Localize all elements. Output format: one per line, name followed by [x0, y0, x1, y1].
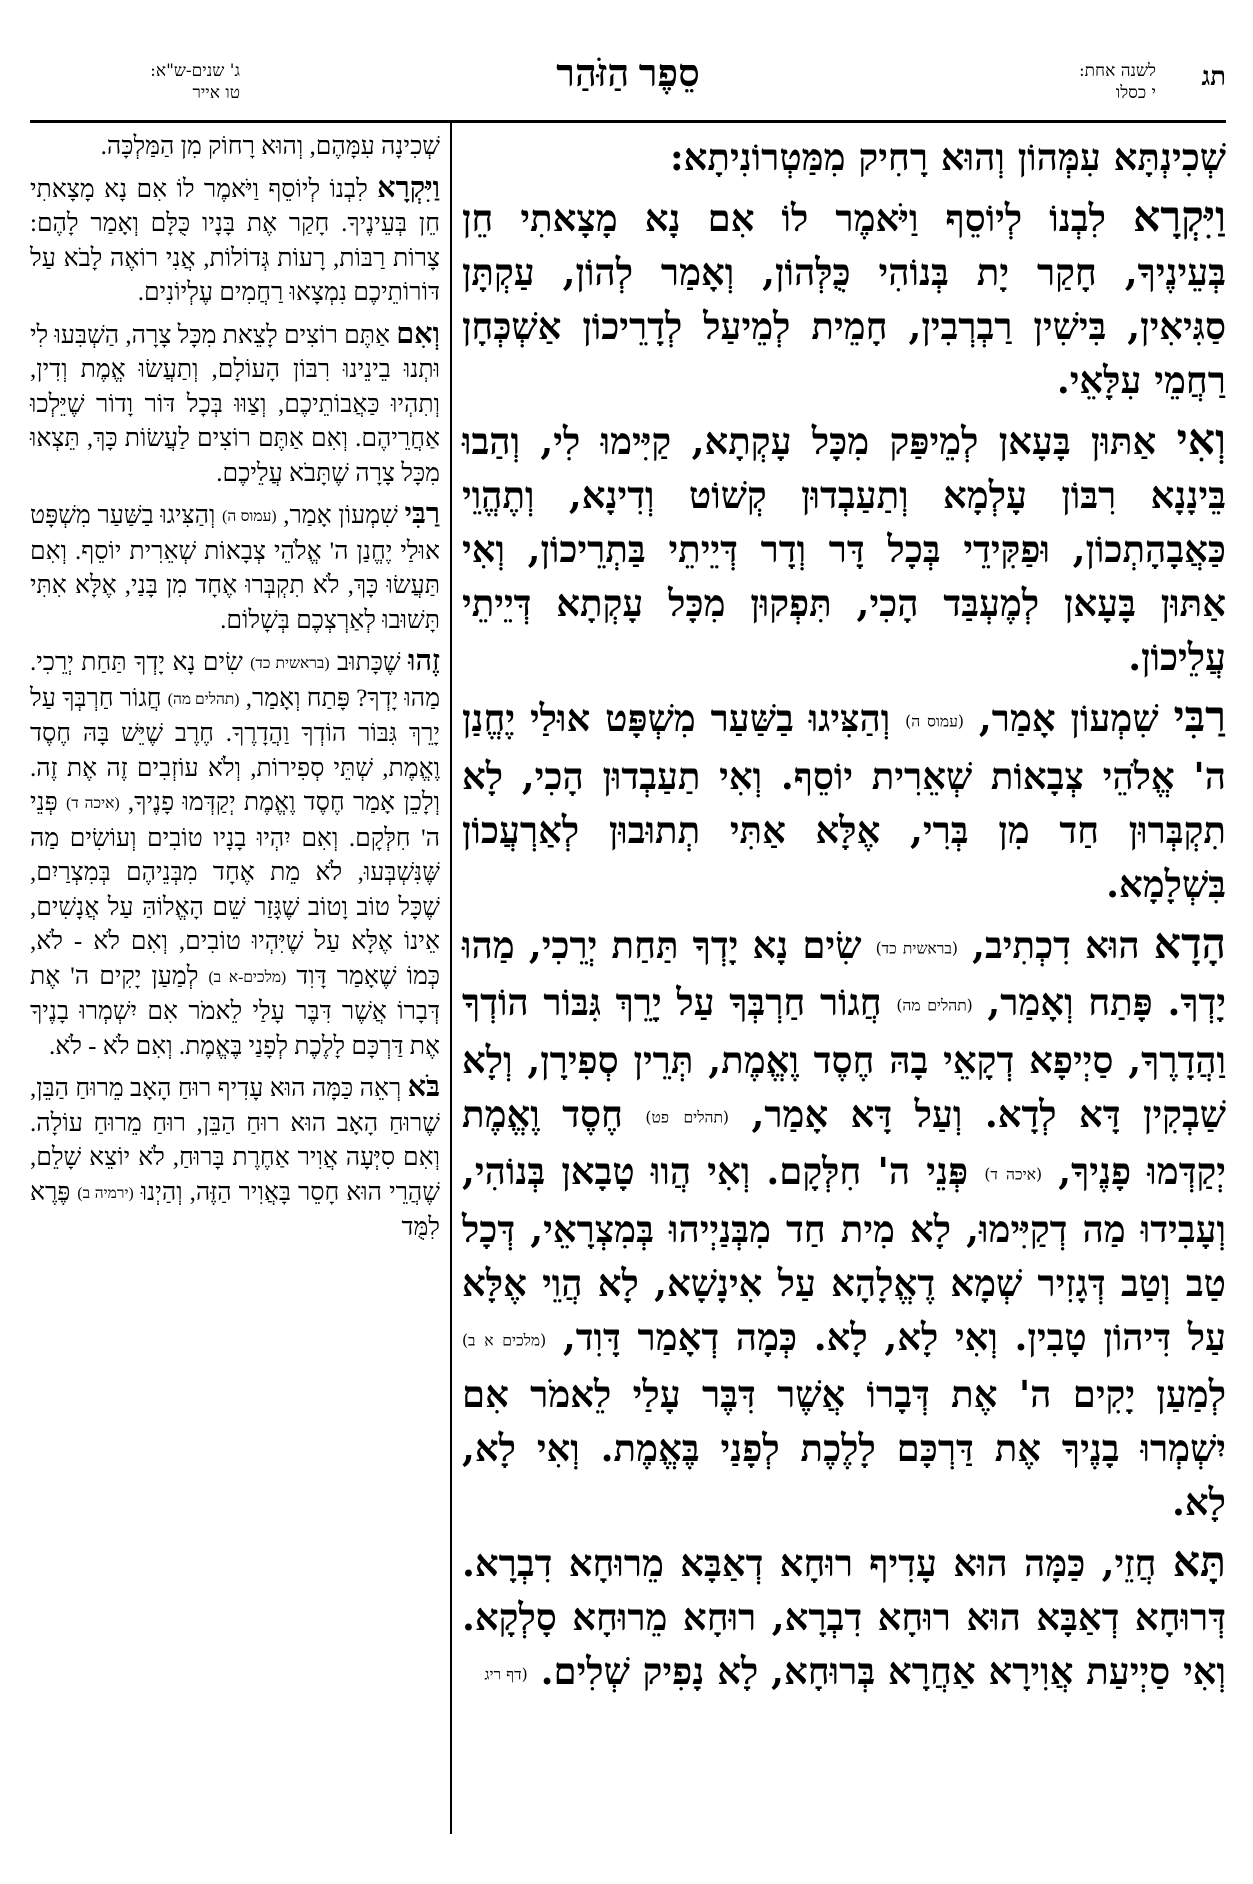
main-text: וְהַצִּיגוּ בַשַּׁעַר מִשְׁפָּט אוּלַי יֶחֱנַן ה' אֱלֹהֵי צְבָאוֹת שְׁאֵרִית יוֹסֵף. וְאִי תַעַבְדוּן הָכִי, לָא תִקְבְּרוּן חַד מִן בְּרִי, אֶלָּא אַתִּי תְתוּבוּן לְאַרְעֲכוֹן בִּשְׁלָמָא. [462, 696, 1226, 906]
side-text: לְמַעַן יָקִים ה' אֶת דְּבָרוֹ אֲשֶׁר דִּבֶּר עָלַי לֵאמֹר אִם יִשְׁמְרוּ בָנֶיךָ אֶת דַּרְכָּם לָלֶכֶת לְפָנַי בֶּאֱמֶת. וְאִם לֹא - לֹא. [30, 962, 440, 1060]
paragraph-opener: הָדָא [1153, 918, 1227, 969]
main-text: שְׁכִינְתָּא עִמְּהוֹן וְהוּא רָחִיק מִמַּטְרוֹנִיתָא: [669, 135, 1226, 179]
hebrew-translation-column [30, 130, 440, 1252]
paragraph-opener: וְאִי [1176, 415, 1227, 465]
schedule-three-years-label: ג' שנים-ש"א: [150, 61, 240, 81]
paragraph-opener: וַיִּקְרָא [377, 171, 440, 204]
verse-reference: (בראשית כד) [250, 655, 330, 673]
page-number: תג [1201, 62, 1226, 92]
column-divider [450, 122, 452, 1834]
book-title: סֵפֶר הַזֹּהַר [556, 53, 700, 95]
paragraph-opener: וְאִם [396, 317, 440, 350]
verse-reference: (תהלים מה) [167, 690, 240, 708]
paragraph-opener: רַבִּי [1173, 692, 1226, 742]
aramaic-column [462, 130, 1226, 1708]
verse-reference: (תהלים פט) [645, 1108, 729, 1126]
side-paragraph [30, 644, 440, 1064]
header-rule [30, 120, 1226, 123]
side-text: שְׁכִינָה עִמָּהֶם, וְהוּא רָחוֹק מִן הַמַּלְכָּה. [100, 133, 440, 160]
verse-reference: (ירמיה ב) [77, 1184, 134, 1202]
verse-reference: (תהלים מה) [896, 996, 973, 1015]
side-text: לִבְנוֹ לְיוֹסֵף וַיֹּאמֶר לוֹ אִם נָא מָצָאתִי חֵן בְּעֵינֶיךָ. חָקַר אֶת בָּנָיו כֻּלָּם וְאָמַר לָהֶם: צָרוֹת רַבּוֹת, רָעוֹת גְּדוֹלוֹת, אֲנִי רוֹאֶה לָבֹא עַל דּוֹרוֹתֵיכֶם נִמְצָאוּ רַחֲמִים עֶלְיוֹנִים. [30, 175, 440, 306]
side-text: שֶׁכָּתוּב [337, 649, 401, 677]
schedule-one-year-date: י כסלו [1115, 83, 1156, 103]
verse-reference: (מלכים-א ב) [208, 968, 287, 986]
main-paragraph [462, 413, 1226, 684]
main-paragraph [462, 917, 1226, 1530]
side-text: וְהַצִּיגוּ בַשַּׁעַר מִשְׁפָּט אוּלַי יֶחֱנַן ה' אֱלֹהֵי צְבָאוֹת שְׁאֵרִית יוֹסֵף. וְאִם תַּעֲשׂוּ כָּךְ, לֹא תִקְבְּרוּ אֶחָד מִן בָּנַי, אֶלָּא אִתִּי תָּשׁוּבוּ לְאַרְצְכֶם בְּשָׁלוֹם. [30, 502, 440, 634]
side-text: שִׁמְעוֹן אָמַר, [283, 502, 398, 529]
main-paragraph [462, 130, 1226, 184]
main-text: שִׁמְעוֹן אָמַר, [978, 696, 1159, 740]
side-text: חֲגוֹר חַרְבְּךָ עַל יָרֵךְ גִּבּוֹר הוֹדְךָ וַהֲדָרֶךָ. חֶרֶב שֶׁיֵּשׁ בָּהּ חֶסֶד וֶאֱמֶת, שְׁתֵּי סְפִירוֹת, וְלֹא עוֹזְבִים זֶה אֶת זֶה. וְלָכֵן אָמַר חֶסֶד וֶאֱמֶת יְקַדְּמוּ פָנֶיךָ, [30, 684, 441, 817]
side-text: פֶּרֶא לִמֻּד [30, 1178, 440, 1242]
schedule-three-years-date: טו אייר [192, 83, 240, 103]
main-paragraph [462, 1535, 1226, 1702]
main-text: חֲזֵי, כַּמָּה הוּא עָדִיף רוּחָא דְאַבָּא מֵרוּחָא דִבְרָא. דְּרוּחָא דְאַבָּא הוּא רוּחָא דִבְרָא, רוּחָא מֵרוּחָא סָלְקָא. וְאִי סַיְיעַת אֲוִירָא אַחֲרָא בְּרוּחָא, לָא נָפִיק שְׁלִים. [462, 1541, 1226, 1693]
main-text: לִבְנוֹ לְיוֹסֵף וַיֹּאמֶר לוֹ אִם נָא מָצָאתִי חֵן בְּעֵינֶיךָ, חָקַר יָת בְּנוֹהִי כֻּלְּהוֹן, וְאָמַר לְהוֹן, עַקְתָּן סַגִּיאִין, בִּישִׁין רַבְרְבִין, חָמֵית לְמֵיעַל לְדָרֵיכוֹן אַשְׁכְּחָן רַחֲמֵי עִלָּאֵי. [462, 196, 1226, 402]
schedule-three-years [30, 60, 240, 104]
main-text: חֲגוֹר חַרְבְּךָ עַל יָרֵךְ גִּבּוֹר הוֹדְךָ וַהֲדָרֶךָ, סַיְיפָא דְקָאֵי בָהּ חֶסֶד וֶאֱמֶת, תְּרֵין סְפִירָן, וְלָא שַׁבְקִין דָּא לְדָא. וְעַל דָּא אָמַר, [462, 980, 1227, 1136]
main-text: לְמַעַן יָקִים ה' אֶת דְּבָרוֹ אֲשֶׁר דִּבֶּר עָלַי לֵאמֹר אִם יִשְׁמְרוּ בָנֶיךָ אֶת דַּרְכָּם לָלֶכֶת לְפָנַי בֶּאֱמֶת. וְאִי לָא, לָא. [462, 1372, 1226, 1524]
side-text: שִׂים נָא יָדְךָ תַּחַת יְרֵכִי. מַהוּ יָדְךָ? פָּתַח וְאָמַר, [30, 649, 441, 712]
main-text: שִׂים נָא יָדְךָ תַּחַת יְרֵכִי, מַהוּ יָדְךָ. פָּתַח וְאָמַר, [462, 922, 1226, 1024]
side-paragraph [30, 171, 440, 311]
side-paragraph [30, 497, 440, 638]
folio-reference: (דף ריג [484, 1665, 528, 1684]
verse-reference: (עמוס ה) [905, 712, 964, 731]
verse-reference: (איכה ד) [66, 795, 120, 813]
side-text: רְאֵה כַּמָּה הוּא עָדִיף רוּחַ הָאָב מֵרוּחַ הַבֵּן, שֶׁרוּחַ הָאָב הוּא רוּחַ הַבֵּן, רוּחַ מֵרוּחַ עוֹלָה. וְאִם סִיְּעָה אֲוִיר אַחֶרֶת בָּרוּחַ, לֹא יוֹצֵא שָׁלֵם, שֶׁהֲרֵי הוּא חָסֵר בָּאֲוִיר הַזֶּה, וְהַיְנוּ [30, 1075, 440, 1206]
side-paragraph [30, 130, 440, 165]
verse-reference: (בראשית כד) [875, 939, 958, 957]
main-text: חֶסֶד וֶאֱמֶת יְקַדְּמוּ פָנֶיךָ, [462, 1091, 1226, 1193]
verse-reference: (עמוס ה) [222, 508, 277, 526]
main-paragraph [462, 690, 1226, 911]
schedule-one-year-label: לשנה אחת: [1078, 61, 1156, 81]
verse-reference: (איכה ד) [984, 1165, 1043, 1184]
side-paragraph [30, 317, 440, 492]
side-paragraph [30, 1070, 440, 1246]
main-text: אַתּוּן בָּעָאן לְמֵיפַּק מִכָּל עָקְתָא, קַיִּימוּ לִי, וְהַבוּ בֵּינָנָא רִבּוֹן עָלְמָא וְתַעַבְדוּן קְשׁוֹט וְדִינָא, וְתֶהֱוֵי כַּאֲבָהָתְכוֹן, וּפַקִּידֵי בְּכָל דָּר וְדָר דְּיֵיתֵי בַּתְרֵיכוֹן, וְאִי אַתּוּן בָּעָאן לְמֶעְבַּד הָכִי, תִּפְקוּן מִכָּל עָקְתָא דְּיֵיתֵי עֲלֵיכוֹן. [462, 419, 1226, 679]
side-text: פְּנֵי ה' חִלְּקָם. וְאִם יִהְיוּ בָנָיו טוֹבִים וְעוֹשִׂים מַה שֶּׁנִּשְׁבְּעוּ, לֹא מֵת אֶחָד מִבְּנֵיהֶם בְּמִצְרַיִם, שֶׁכָּל טוֹב וָטוֹב שֶׁגָּזַר שֵׁם הָאֱלוֹהַּ עַל אֲנָשִׁים, אֵינוֹ אֶלָּא עַל שֶׁיִּהְיוּ טוֹבִים, וְאִם לֹא - לֹא, כְּמוֹ שֶׁאָמַר דָּוִד [30, 789, 441, 990]
paragraph-opener: תָּא [1172, 1537, 1226, 1587]
side-text: אַתֶּם רוֹצִים לָצֵאת מִכָּל צָרָה, הַשְׁבִּעוּ לִי וּתְנוּ בֵינֵינוּ רִבּוֹן הָעוֹלָם, וְתַעֲשׂוּ אֱמֶת וְדִין, וְתִהְיוּ כַּאֲבוֹתֵיכֶם, וְצַוּוּ בְּכָל דּוֹר וָדוֹר שֶׁיֵּלְכוּ אַחֲרֵיהֶם. וְאִם אַתֶּם רוֹצִים לַעֲשׂוֹת כָּךְ, תֵּצְאוּ מִכָּל צָרָה שֶׁתָּבֹא עֲלֵיכֶם. [29, 321, 440, 487]
main-text: פְּנֵי ה' חִלְּקָם. וְאִי הֲווּ טָבָאן בְּנוֹהִי, וְעָבִידוּ מַה דְקַיִּימוּ, לָא מִית חַד מִבְּנַיְיהוּ בְּמִצְרָאֵי, דְּכָל טַב וְטַב דְּגָזִיר שְׁמָא דֶאֱלָהָא עַל אִינָשָׁא, לָא הֲוֵי אֶלָּא עַל דִּיהוֹן טָבִין. וְאִי לָא, לָא. כְּמָה דְאָמַר דָּוִד, [462, 1149, 1226, 1359]
main-text: הוּא דִכְתִיב, [972, 922, 1140, 967]
paragraph-opener: בֹּא [407, 1071, 440, 1104]
paragraph-opener: זֶהוּ [408, 645, 441, 678]
paragraph-opener: וַיִּקְרָא [1132, 192, 1226, 242]
page-header [30, 52, 1226, 122]
paragraph-opener: רַבִּי [404, 498, 441, 530]
main-paragraph [462, 190, 1226, 407]
verse-reference: (מלכים א ב) [462, 1331, 547, 1349]
